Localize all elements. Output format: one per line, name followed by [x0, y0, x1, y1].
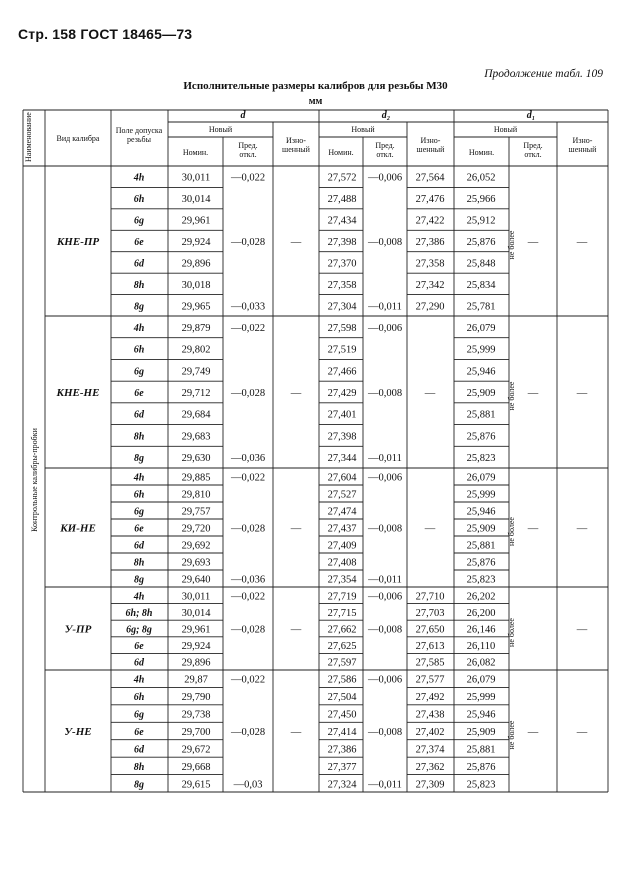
d2-nomin: 27,519 — [327, 344, 357, 356]
d-nomin: 29,965 — [181, 301, 211, 313]
d2-iznoshennyi: 27,358 — [415, 258, 445, 270]
d2-nomin: 27,586 — [327, 674, 357, 686]
ne-bolee-label: не более — [507, 720, 516, 750]
tolerance-field: 8h — [133, 431, 145, 443]
izn-d-dash: — — [290, 624, 302, 636]
d-nomin: 29,738 — [181, 709, 211, 721]
d-nomin: 29,684 — [181, 409, 211, 421]
d1-nomin: 25,823 — [466, 453, 496, 465]
d2-nomin: 27,377 — [327, 761, 357, 773]
d2-nomin: 27,429 — [327, 388, 357, 399]
group-name: У-НЕ — [64, 726, 92, 738]
d2-iznoshennyi: 27,710 — [415, 591, 445, 603]
header-iznoshennyi: шенный — [568, 145, 597, 154]
d2-pred-otkl: —0,006 — [367, 674, 403, 686]
d1-nomin: 25,909 — [466, 727, 496, 738]
izn-d-dash: — — [290, 237, 302, 248]
d1-nomin: 25,781 — [466, 301, 496, 313]
tolerance-field: 6h — [133, 194, 145, 206]
d-pred-otkl: —0,022 — [230, 674, 266, 686]
d1-nomin: 25,909 — [466, 523, 496, 535]
izn-d1-dash: — — [576, 523, 588, 535]
d1-pred-dash: — — [527, 388, 539, 399]
d-nomin: 29,802 — [181, 344, 211, 356]
d2-pred-otkl: —0,006 — [367, 591, 403, 603]
d2-nomin: 27,324 — [327, 779, 357, 791]
d1-nomin: 26,200 — [466, 607, 496, 619]
d2-nomin: 27,344 — [327, 453, 357, 465]
d2-nomin: 27,370 — [327, 258, 357, 270]
tolerance-field: 6e — [134, 523, 144, 535]
tolerance-field: 6g — [134, 709, 144, 721]
header-iznoshennyi: шенный — [282, 145, 310, 154]
group-name: У-ПР — [64, 623, 92, 636]
d2-iznoshennyi: 27,650 — [415, 624, 445, 636]
d2-nomin: 27,450 — [327, 709, 357, 721]
d2-nomin: 27,401 — [327, 409, 357, 421]
d1-nomin: 25,876 — [466, 761, 496, 773]
d-nomin: 29,961 — [181, 624, 211, 636]
tolerance-field: 4h — [133, 172, 145, 184]
ne-bolee-label: не более — [507, 618, 516, 647]
tolerance-field: 8h — [133, 761, 145, 773]
d1-pred-dash: — — [527, 523, 539, 535]
tolerance-field: 8g — [134, 301, 144, 313]
d-pred-otkl: —0,028 — [230, 388, 266, 399]
d-nomin: 29,885 — [181, 472, 211, 484]
d-nomin: 29,700 — [181, 727, 211, 738]
group-name: КНЕ-НЕ — [56, 387, 100, 399]
tolerance-field: 6g — [134, 506, 144, 518]
header-pred-otkl: откл. — [524, 150, 542, 159]
d2-pred-otkl: —0,008 — [367, 523, 403, 535]
d2-nomin: 27,354 — [327, 574, 357, 586]
izn-d-dash: — — [290, 727, 302, 738]
d2-iznoshennyi: 27,438 — [415, 709, 445, 721]
d-nomin: 29,924 — [181, 641, 211, 653]
d-nomin: 29,961 — [181, 215, 211, 227]
header-novyi: Новый — [208, 125, 233, 134]
d-nomin: 29,896 — [181, 258, 211, 270]
d-nomin: 29,87 — [184, 674, 208, 686]
d2-iznoshennyi: 27,342 — [415, 279, 445, 291]
d1-nomin: 25,823 — [466, 574, 496, 586]
d-pred-otkl: —0,022 — [230, 172, 266, 184]
d2-nomin: 27,572 — [327, 172, 357, 184]
tolerance-field: 6d — [134, 258, 144, 270]
d2-nomin: 27,504 — [327, 692, 357, 704]
d2-nomin: 27,398 — [327, 431, 357, 443]
page-header: Стр. 158 ГОСТ 18465—73 — [18, 26, 193, 42]
d2-nomin: 27,437 — [327, 523, 357, 535]
tolerance-field: 6e — [134, 388, 144, 399]
d2-iznoshennyi: 27,362 — [415, 761, 445, 773]
d1-nomin: 25,999 — [466, 344, 496, 356]
header-naimenovanie: Наименование — [24, 112, 33, 162]
tolerance-field: 6h; 8h — [125, 607, 153, 619]
tolerance-field: 6h — [133, 692, 145, 704]
d1-nomin: 25,946 — [466, 506, 496, 518]
table-unit: мм — [308, 96, 323, 107]
d2-nomin: 27,474 — [327, 506, 357, 518]
d-nomin: 29,896 — [181, 657, 211, 669]
d-pred-otkl: —0,033 — [230, 301, 266, 313]
izn-d-dash: — — [290, 523, 302, 535]
d2-nomin: 27,434 — [327, 215, 357, 227]
d2-nomin: 27,719 — [327, 591, 357, 603]
header-nomin: Номин. — [468, 148, 495, 157]
d1-pred-dash: — — [527, 237, 539, 248]
d2-iznoshennyi: 27,476 — [415, 194, 445, 206]
header-d1: d₁ — [526, 110, 536, 121]
tolerance-field: 6h — [133, 489, 145, 501]
d-nomin: 29,693 — [181, 557, 211, 569]
header-pred-otkl: Пред. — [238, 141, 258, 150]
d2-nomin: 27,527 — [327, 489, 357, 501]
d1-nomin: 26,079 — [466, 322, 496, 334]
d1-nomin: 25,834 — [466, 279, 496, 291]
d2-nomin: 27,604 — [327, 472, 357, 484]
header-vid-kalibra: Вид калибра — [56, 134, 100, 143]
d-nomin: 29,668 — [181, 761, 211, 773]
tolerance-field: 4h — [133, 674, 145, 686]
tolerance-field: 6h — [133, 344, 145, 356]
header-iznoshennyi: Изно- — [420, 136, 441, 145]
d-nomin: 30,011 — [181, 172, 211, 184]
izn-d2-dash: — — [424, 523, 436, 535]
header-d: d — [240, 110, 246, 121]
d2-nomin: 27,408 — [327, 557, 357, 569]
d2-nomin: 27,466 — [327, 366, 357, 378]
d2-nomin: 27,386 — [327, 744, 357, 756]
d1-nomin: 25,881 — [466, 540, 496, 552]
header-novyi: Новый — [351, 125, 375, 134]
table-title: Исполнительные размеры калибров для резьбы М30 — [183, 80, 448, 92]
d2-pred-otkl: —0,006 — [367, 172, 403, 184]
d-nomin: 29,720 — [181, 523, 211, 535]
tolerance-field: 8g — [134, 574, 144, 586]
d2-nomin: 27,662 — [327, 624, 357, 636]
d2-nomin: 27,358 — [327, 279, 357, 291]
d-nomin: 29,640 — [181, 574, 211, 586]
izn-d1-dash: — — [576, 727, 588, 738]
d-nomin: 29,810 — [181, 489, 211, 501]
d2-nomin: 27,414 — [327, 727, 357, 738]
d2-iznoshennyi: 27,564 — [415, 172, 445, 184]
tolerance-field: 6d — [134, 409, 144, 421]
d1-nomin: 25,946 — [466, 709, 496, 721]
d1-nomin: 26,079 — [466, 472, 496, 484]
header-d2: d₂ — [381, 110, 391, 121]
d1-nomin: 26,146 — [466, 624, 496, 636]
izn-d1-dash: — — [576, 624, 588, 636]
d-nomin: 29,924 — [181, 237, 211, 248]
d-pred-otkl: —0,022 — [230, 322, 266, 334]
d-nomin: 29,757 — [181, 506, 211, 518]
d2-iznoshennyi: 27,577 — [415, 674, 445, 686]
tolerance-field: 8g — [134, 453, 144, 465]
d-nomin: 30,011 — [181, 591, 211, 603]
header-pred-otkl: Пред. — [523, 141, 543, 150]
d1-nomin: 26,082 — [466, 657, 496, 669]
tolerance-field: 6e — [134, 237, 144, 248]
d2-pred-otkl: —0,008 — [367, 624, 403, 636]
side-label-kontrolnye-kalibry: Контрольные калибры-пробки — [30, 428, 39, 532]
d2-nomin: 27,409 — [327, 540, 357, 552]
header-iznoshennyi: Изно- — [286, 136, 306, 145]
d-pred-otkl: —0,028 — [230, 727, 266, 738]
izn-d1-dash: — — [576, 388, 588, 399]
d2-nomin: 27,625 — [327, 641, 357, 653]
table-continuation: Продолжение табл. 109 — [484, 68, 603, 80]
d1-nomin: 26,052 — [466, 172, 496, 184]
d2-pred-otkl: —0,008 — [367, 727, 403, 738]
tolerance-field: 6d — [134, 657, 144, 669]
d1-nomin: 25,876 — [466, 237, 496, 248]
d2-iznoshennyi: 27,386 — [415, 237, 445, 248]
d1-nomin: 25,999 — [466, 489, 496, 501]
d1-nomin: 25,881 — [466, 744, 496, 756]
d2-nomin: 27,304 — [327, 301, 357, 313]
header-pole-dopuska: Поле допуска — [115, 126, 163, 135]
d2-nomin: 27,488 — [327, 194, 357, 206]
d1-nomin: 25,876 — [466, 431, 496, 443]
d-nomin: 29,615 — [181, 779, 211, 791]
tolerance-field: 4h — [133, 472, 145, 484]
d-nomin: 29,712 — [181, 388, 211, 399]
tolerance-field: 6g; 8g — [126, 624, 152, 636]
d-pred-otkl: —0,036 — [230, 574, 266, 586]
d2-iznoshennyi: 27,422 — [415, 215, 445, 227]
d1-nomin: 26,110 — [466, 641, 496, 653]
tolerance-field: 6d — [134, 540, 144, 552]
group-name: КИ-НЕ — [60, 522, 96, 535]
d-pred-otkl: —0,022 — [230, 591, 266, 603]
d2-nomin: 27,597 — [327, 657, 357, 669]
d2-nomin: 27,715 — [327, 607, 357, 619]
d2-pred-otkl: —0,008 — [367, 388, 403, 399]
d2-nomin: 27,398 — [327, 237, 357, 248]
group-name: КНЕ-ПР — [56, 236, 100, 248]
d-nomin: 30,018 — [181, 279, 211, 291]
ne-bolee-label: не более — [507, 381, 516, 411]
d1-nomin: 25,966 — [466, 194, 496, 206]
d-nomin: 29,683 — [181, 431, 211, 443]
header-iznoshennyi: шенный — [416, 145, 445, 154]
d2-iznoshennyi: 27,290 — [415, 301, 445, 313]
tolerance-field: 4h — [133, 322, 145, 334]
izn-d1-dash: — — [576, 237, 588, 248]
d1-nomin: 25,946 — [466, 366, 496, 378]
d2-iznoshennyi: 27,492 — [415, 692, 445, 704]
header-novyi: Новый — [493, 125, 518, 134]
d-pred-otkl: —0,028 — [230, 237, 266, 248]
tolerance-field: 6d — [134, 744, 144, 756]
d-pred-otkl: —0,028 — [230, 624, 266, 636]
d-nomin: 30,014 — [181, 194, 211, 206]
d2-iznoshennyi: 27,402 — [415, 727, 445, 738]
d-pred-otkl: —0,028 — [230, 523, 266, 535]
tolerance-field: 6e — [134, 641, 144, 653]
tolerance-field: 6e — [134, 727, 144, 738]
d1-nomin: 26,079 — [466, 674, 496, 686]
header-pred-otkl: Пред. — [375, 141, 395, 150]
tolerance-field: 6g — [134, 215, 144, 227]
d-pred-otkl: —0,036 — [230, 453, 266, 465]
d2-iznoshennyi: 27,585 — [415, 657, 445, 669]
d-nomin: 29,692 — [181, 540, 211, 552]
d-pred-otkl: —0,03 — [233, 779, 263, 791]
d2-pred-otkl: —0,011 — [368, 453, 402, 465]
d1-nomin: 25,912 — [466, 215, 496, 227]
d2-iznoshennyi: 27,309 — [415, 779, 445, 791]
d2-nomin: 27,598 — [327, 322, 357, 334]
tolerance-field: 8g — [134, 779, 144, 791]
ne-bolee-label: не более — [507, 517, 516, 546]
d1-nomin: 25,848 — [466, 258, 496, 270]
d-nomin: 29,749 — [181, 366, 211, 378]
izn-d2-dash: — — [424, 388, 436, 399]
d2-iznoshennyi: 27,374 — [415, 744, 445, 756]
tolerance-field: 8h — [133, 279, 145, 291]
d-pred-otkl: —0,022 — [230, 472, 266, 484]
d-nomin: 29,790 — [181, 692, 211, 704]
header-iznoshennyi: Изно- — [572, 136, 593, 145]
d2-iznoshennyi: 27,613 — [415, 641, 445, 653]
d2-pred-otkl: —0,011 — [368, 779, 402, 791]
d1-nomin: 25,881 — [466, 409, 496, 421]
header-nomin: Номин. — [182, 148, 209, 157]
tolerance-field: 6g — [134, 366, 144, 378]
ne-bolee-label: не более — [507, 230, 516, 260]
d2-pred-otkl: —0,006 — [367, 322, 403, 334]
d-nomin: 30,014 — [181, 607, 211, 619]
d2-pred-otkl: —0,006 — [367, 472, 403, 484]
d1-nomin: 25,823 — [466, 779, 496, 791]
d-nomin: 29,672 — [181, 744, 211, 756]
d1-nomin: 25,999 — [466, 692, 496, 704]
d2-pred-otkl: —0,008 — [367, 237, 403, 248]
header-pred-otkl: откл. — [376, 150, 394, 159]
tolerance-field: 4h — [133, 591, 145, 603]
d1-nomin: 25,876 — [466, 557, 496, 569]
d1-nomin: 25,909 — [466, 388, 496, 399]
header-nomin: Номин. — [328, 148, 354, 157]
header-pole-dopuska: резьбы — [127, 135, 151, 144]
d-nomin: 29,630 — [181, 453, 211, 465]
d1-nomin: 26,202 — [466, 591, 496, 603]
tolerance-field: 8h — [133, 557, 145, 569]
header-pred-otkl: откл. — [239, 150, 257, 159]
izn-d-dash: — — [290, 388, 302, 399]
d1-pred-dash: — — [527, 727, 539, 738]
d-nomin: 29,879 — [181, 322, 211, 334]
d2-pred-otkl: —0,011 — [368, 301, 402, 313]
d2-pred-otkl: —0,011 — [368, 574, 402, 586]
d2-iznoshennyi: 27,703 — [415, 607, 445, 619]
